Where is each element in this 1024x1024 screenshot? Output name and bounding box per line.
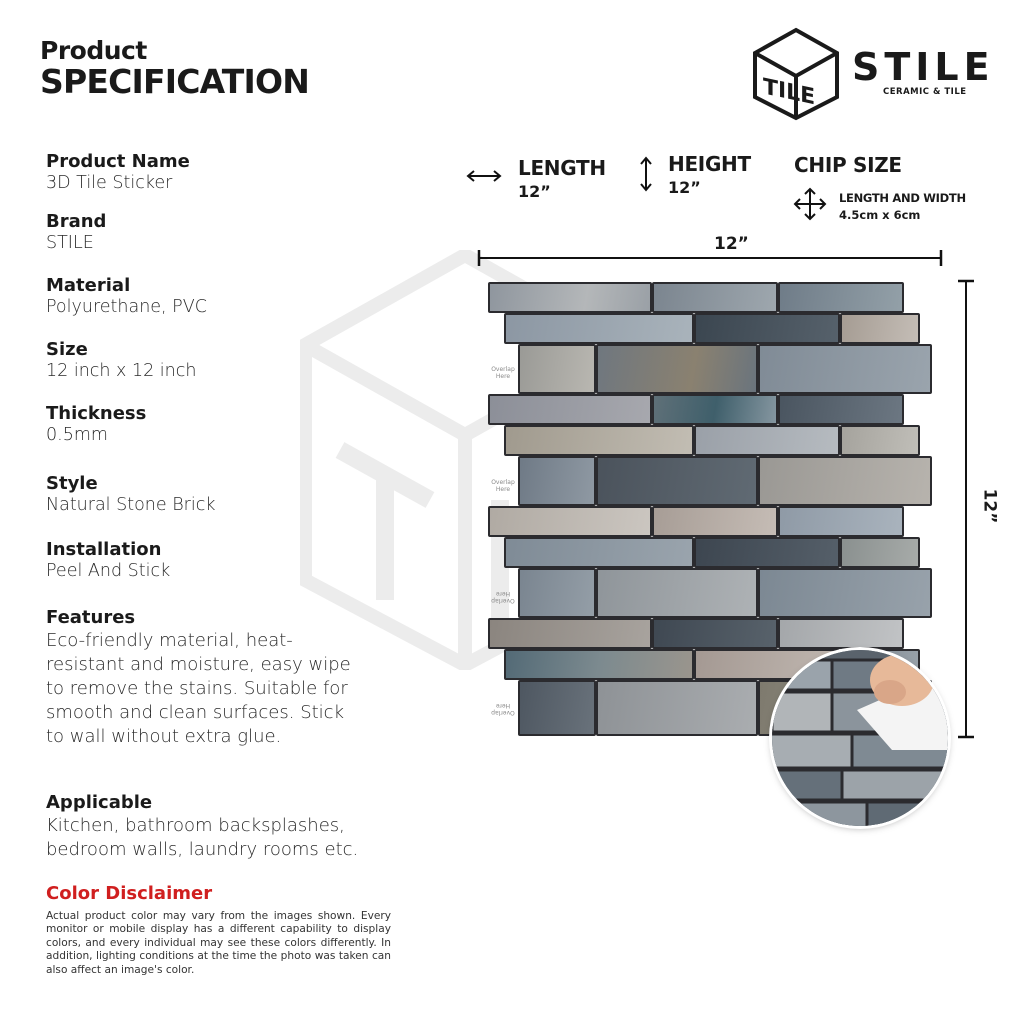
brick <box>596 344 758 394</box>
brick <box>596 680 758 736</box>
spec-label: Brand <box>46 211 107 232</box>
brick <box>518 344 596 394</box>
horizontal-arrow-icon <box>466 168 502 184</box>
disclaimer-text: Actual product color may vary from the images shown. Every monitor or mobile display has a different capability to display colors, and every individual may see these colors differently. In addition, lighting conditions at the time the photo was taken can also affect an image's color. <box>46 910 391 976</box>
spec-label: Features <box>46 607 136 628</box>
width-measure-label: 12” <box>710 234 753 254</box>
brick <box>652 394 778 425</box>
brand-tagline: CERAMIC & TILE <box>883 87 967 97</box>
spec-label: Material <box>46 275 131 296</box>
brick <box>488 282 652 313</box>
disclaimer-title: Color Disclaimer <box>46 883 213 904</box>
overlap-label: Overlap Here <box>491 590 515 604</box>
spec-material <box>46 275 396 318</box>
brick <box>758 456 932 506</box>
four-way-arrow-icon <box>793 187 827 221</box>
overlap-label: Overlap Here <box>491 702 515 716</box>
height-value: 12” <box>668 178 701 197</box>
vertical-arrow-icon <box>638 156 654 192</box>
header-subtitle: Product <box>40 36 147 65</box>
brick <box>504 537 694 568</box>
overlap-label: Overlap Here <box>491 366 515 380</box>
spec-thickness <box>46 403 396 446</box>
brick <box>518 680 596 736</box>
spec-features <box>46 607 356 749</box>
brick <box>652 618 778 649</box>
spec-value: 12 inch x 12 inch <box>46 361 197 381</box>
brick <box>840 313 920 344</box>
spec-style <box>46 473 396 516</box>
brick <box>694 425 840 456</box>
brick <box>518 456 596 506</box>
spec-value: Eco-friendly material, heat-resistant and moisture, easy wipe to remove the stains. Suitable for smooth and clean surfaces. Stick to wall without extra glue. <box>46 630 351 747</box>
spec-value: 0.5mm <box>46 425 108 445</box>
brick <box>504 425 694 456</box>
brick <box>488 394 652 425</box>
chip-size-subtitle: LENGTH AND WIDTH <box>839 191 966 205</box>
length-title: LENGTH <box>518 156 606 180</box>
brick <box>518 568 596 618</box>
brick <box>840 425 920 456</box>
peel-closeup-illustration <box>772 650 948 826</box>
brick <box>652 282 778 313</box>
chip-size-value: 4.5cm x 6cm <box>839 208 921 222</box>
height-measure-line <box>956 278 976 740</box>
brick <box>778 394 904 425</box>
spec-brand <box>46 211 396 254</box>
spec-label: Installation <box>46 539 162 560</box>
spec-value: Natural Stone Brick <box>46 495 216 515</box>
brick <box>758 344 932 394</box>
overlap-label: Overlap Here <box>491 479 515 493</box>
spec-label: Applicable <box>46 792 153 813</box>
spec-product-name <box>46 151 396 194</box>
brick <box>596 456 758 506</box>
spec-label: Size <box>46 339 88 360</box>
spec-installation <box>46 539 396 582</box>
spec-label: Style <box>46 473 98 494</box>
brand-name: STILE <box>852 45 995 89</box>
brick <box>694 313 840 344</box>
brick <box>652 506 778 537</box>
spec-label: Product Name <box>46 151 190 172</box>
peel-closeup-image <box>772 650 948 826</box>
brick <box>778 282 904 313</box>
brick <box>758 568 932 618</box>
spec-applicable <box>46 792 391 862</box>
brick <box>778 506 904 537</box>
stile-logo-icon <box>752 27 840 121</box>
spec-value: STILE <box>46 233 94 253</box>
brick <box>694 537 840 568</box>
length-value: 12” <box>518 182 551 201</box>
brick <box>488 618 652 649</box>
page-title: SPECIFICATION <box>40 62 310 101</box>
brick <box>778 618 904 649</box>
spec-value: Peel And Stick <box>46 561 171 581</box>
height-title: HEIGHT <box>668 152 751 176</box>
chip-size-title: CHIP SIZE <box>794 153 902 177</box>
spec-value: 3D Tile Sticker <box>46 173 173 193</box>
spec-value: Polyurethane, PVC <box>46 297 207 317</box>
brick <box>504 313 694 344</box>
spec-label: Thickness <box>46 403 147 424</box>
logo-text: TILE <box>763 73 816 111</box>
spec-size <box>46 339 396 382</box>
brick <box>596 568 758 618</box>
spec-value: Kitchen, bathroom backsplashes, bedroom walls, laundry rooms etc. <box>46 815 359 860</box>
brick <box>504 649 694 680</box>
brick <box>840 537 920 568</box>
brick <box>488 506 652 537</box>
height-measure-label: 12” <box>979 488 1000 524</box>
